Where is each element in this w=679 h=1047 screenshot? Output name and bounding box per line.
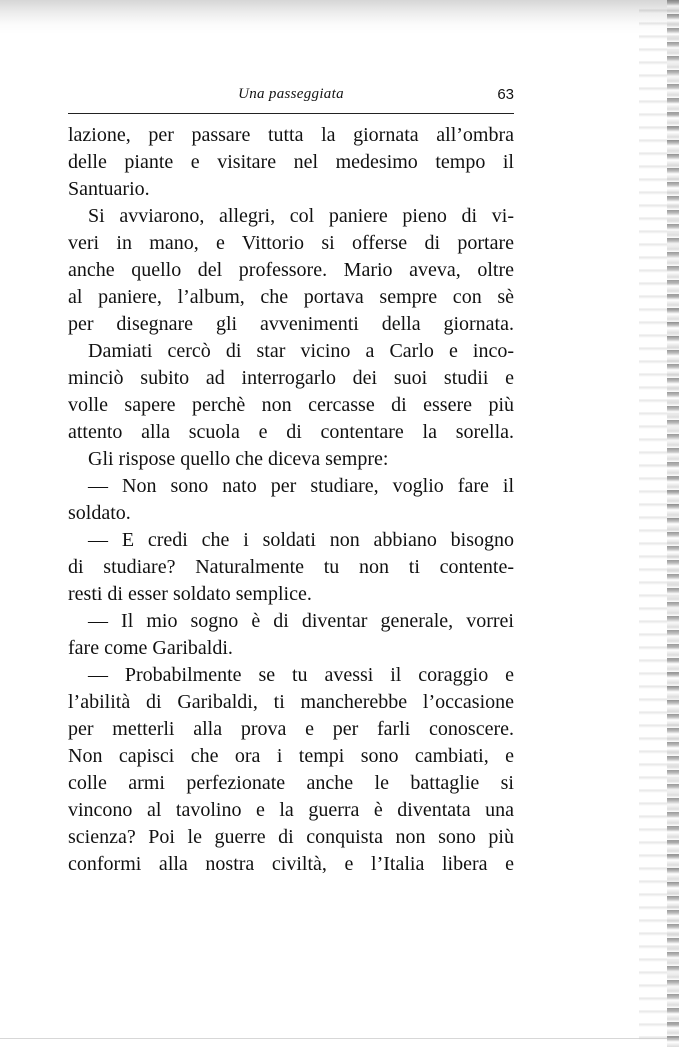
text-line: al paniere, l’album, che portava sempre con sè	[68, 286, 514, 308]
text-line: veri in mano, e Vittorio si offerse di portare	[68, 232, 514, 254]
text-line: minciò subito ad interrogarlo dei suoi studii e	[68, 367, 514, 389]
running-title: Una passeggiata	[238, 86, 344, 102]
text-line: Santuario.	[68, 178, 150, 200]
text-line: di studiare? Naturalmente tu non ti contente-	[68, 556, 514, 578]
text-line: scienza? Poi le guerre di conquista non sono più	[68, 826, 514, 848]
text-line: Si avviarono, allegri, col paniere pieno di vi-	[88, 205, 514, 227]
text-line: attento alla scuola e di contentare la sorella.	[68, 421, 514, 443]
text-line: volle sapere perchè non cercasse di essere più	[68, 394, 514, 416]
text-line: per disegnare gli avvenimenti della giornata.	[68, 313, 514, 335]
header-rule	[68, 113, 514, 114]
body-text	[68, 122, 514, 878]
text-line: — Non sono nato per studiare, voglio fare il	[88, 475, 514, 497]
scan-edge-right-dark	[667, 0, 679, 1047]
text-line: — Probabilmente se tu avessi il coraggio e	[88, 664, 514, 686]
page-header	[68, 86, 514, 110]
scan-edge-bottom	[0, 1038, 679, 1047]
text-line: colle armi perfezionate anche le battaglie si	[68, 772, 514, 794]
text-line: anche quello del professore. Mario aveva, oltre	[68, 259, 514, 281]
text-line: — Il mio sogno è di diventar generale, vorrei	[88, 610, 514, 632]
text-line: soldato.	[68, 502, 131, 524]
scan-edge-top	[0, 0, 679, 34]
text-line: vincono al tavolino e la guerra è diventata una	[68, 799, 514, 821]
text-line: delle piante e visitare nel medesimo tempo il	[68, 151, 514, 173]
text-line: resti di esser soldato semplice.	[68, 583, 312, 605]
text-line: per metterli alla prova e per farli conoscere.	[68, 718, 514, 740]
text-line: Damiati cercò di star vicino a Carlo e inco-	[88, 340, 514, 362]
text-line: Gli rispose quello che diceva sempre:	[88, 448, 389, 470]
text-line: Non capisci che ora i tempi sono cambiati, e	[68, 745, 514, 767]
text-line: l’abilità di Garibaldi, ti mancherebbe l’occasione	[68, 691, 514, 713]
text-line: fare come Garibaldi.	[68, 637, 233, 659]
text-line: conformi alla nostra civiltà, e l’Italia libera e	[68, 853, 514, 875]
text-line: lazione, per passare tutta la giornata all’ombra	[68, 124, 514, 146]
text-line: — E credi che i soldati non abbiano bisogno	[88, 529, 514, 551]
page-number: 63	[497, 86, 514, 103]
